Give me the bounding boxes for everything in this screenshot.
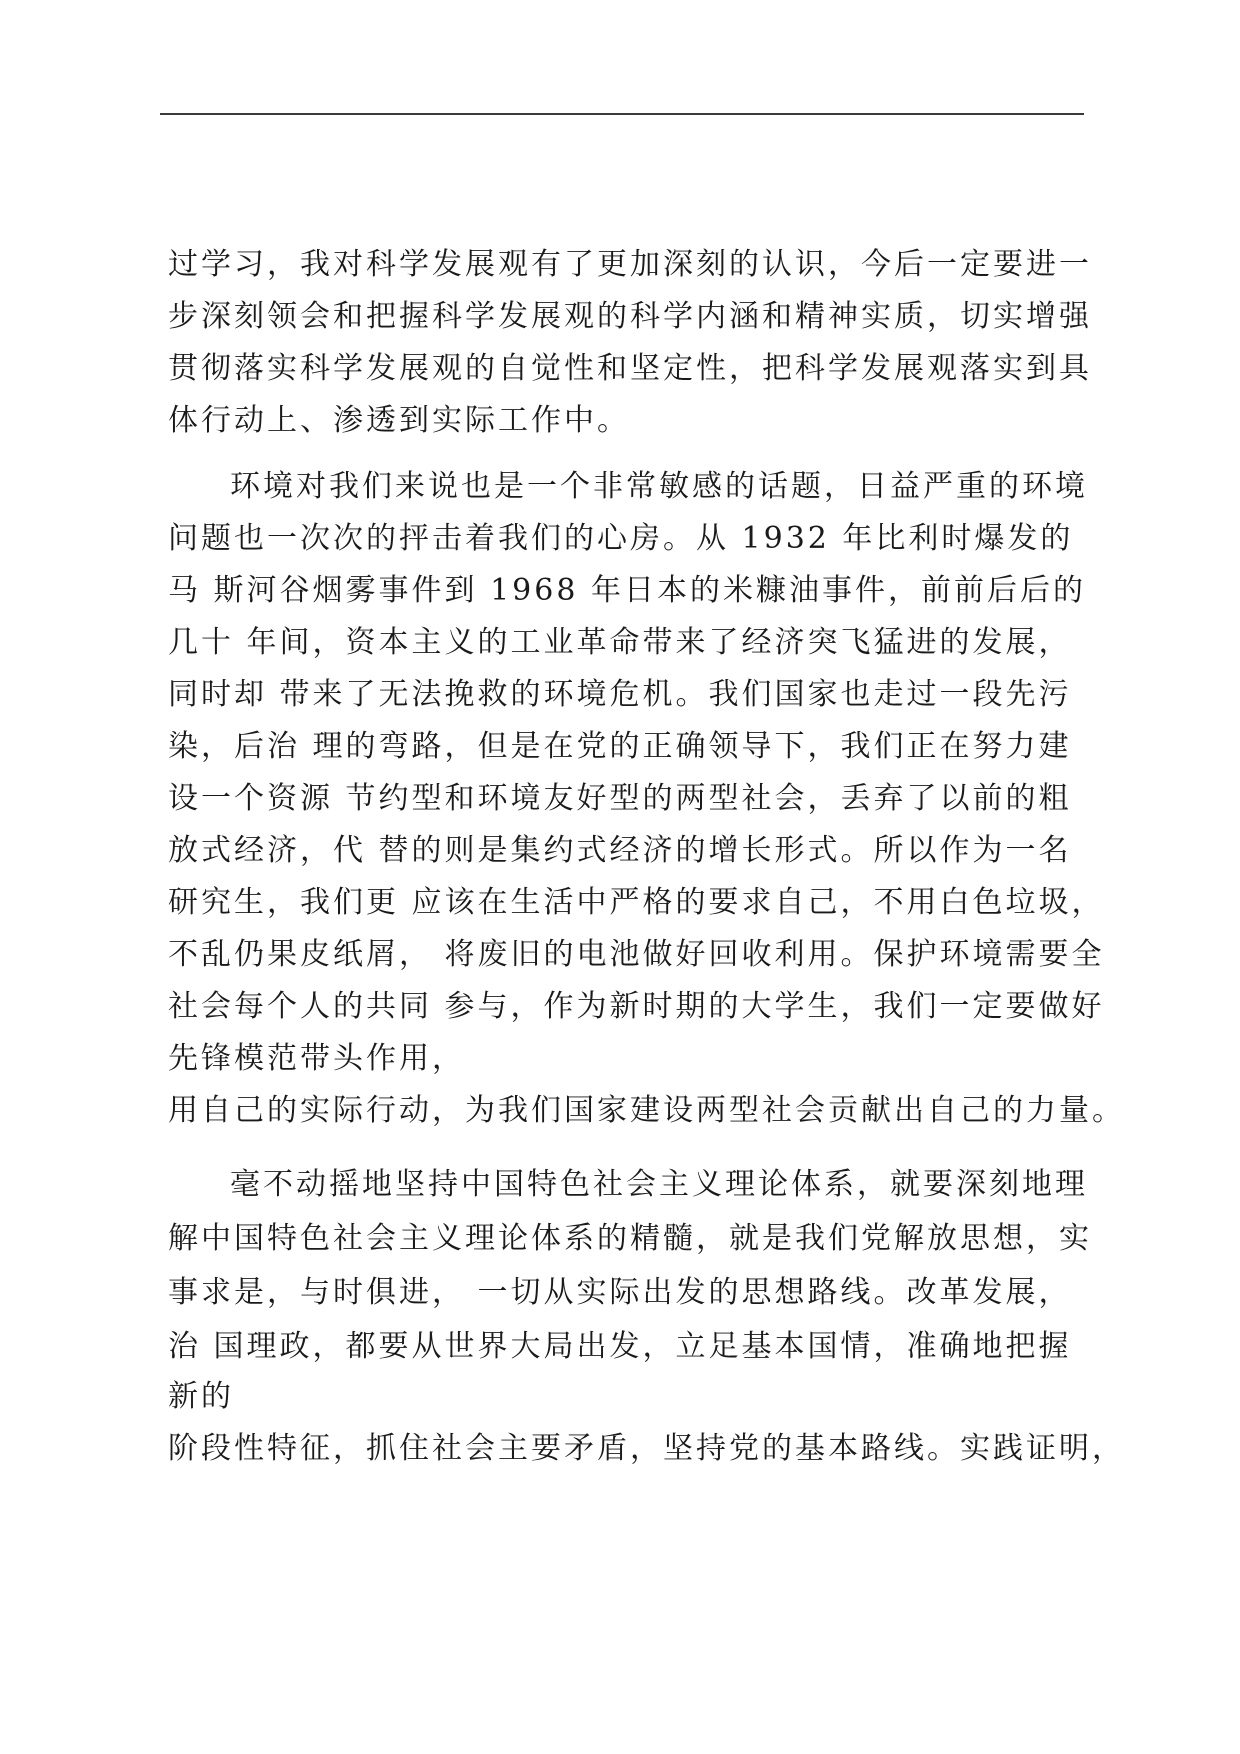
text-line: 新的: [168, 1379, 234, 1414]
text-line: 过学习，我对科学发展观有了更加深刻的认识，今后一定要进一: [168, 247, 1092, 282]
text-line: 问题也一次次的抨击着我们的心房。从 1932 年比利时爆发的: [168, 521, 1074, 556]
text-line: 马 斯河谷烟雾事件到 1968 年日本的米糠油事件，前前后后的: [168, 573, 1086, 608]
text-line: 事求是，与时俱进， 一切从实际出发的思想路线。改革发展，: [168, 1275, 1072, 1310]
text-line: 放式经济，代 替的则是集约式经济的增长形式。所以作为一名: [168, 833, 1072, 868]
text-line: 社会每个人的共同 参与，作为新时期的大学生，我们一定要做好: [168, 989, 1105, 1024]
text-line: 环境对我们来说也是一个非常敏感的话题，日益严重的环境: [230, 469, 1088, 504]
text-line: 贯彻落实科学发展观的自觉性和坚定性，把科学发展观落实到具: [168, 351, 1092, 386]
page-body: [168, 0, 1128, 1754]
text-line: 用自己的实际行动，为我们国家建设两型社会贡献出自己的力量。: [168, 1093, 1125, 1128]
text-line: 几十 年间，资本主义的工业革命带来了经济突飞猛进的发展，: [168, 625, 1072, 660]
text-line: 不乱仍果皮纸屑， 将废旧的电池做好回收利用。保护环境需要全: [168, 937, 1105, 972]
text-line: 体行动上、渗透到实际工作中。: [168, 403, 630, 438]
text-line: 步深刻领会和把握科学发展观的科学内涵和精神实质，切实增强: [168, 299, 1092, 334]
text-line: 解中国特色社会主义理论体系的精髓，就是我们党解放思想，实: [168, 1221, 1092, 1256]
text-line: 阶段性特征，抓住社会主要矛盾，坚持党的基本路线。实践证明，: [168, 1431, 1125, 1466]
text-line: 设一个资源 节约型和环境友好型的两型社会，丢弃了以前的粗: [168, 781, 1072, 816]
text-line: 毫不动摇地坚持中国特色社会主义理论体系，就要深刻地理: [230, 1167, 1088, 1202]
text-line: 同时却 带来了无法挽救的环境危机。我们国家也走过一段先污: [168, 677, 1072, 712]
text-line: 研究生，我们更 应该在生活中严格的要求自己，不用白色垃圾，: [168, 885, 1105, 920]
text-line: 治 国理政，都要从世界大局出发，立足基本国情，准确地把握: [168, 1329, 1072, 1364]
text-line: 先锋模范带头作用，: [168, 1041, 465, 1076]
text-line: 染，后治 理的弯路，但是在党的正确领导下，我们正在努力建: [168, 729, 1072, 764]
